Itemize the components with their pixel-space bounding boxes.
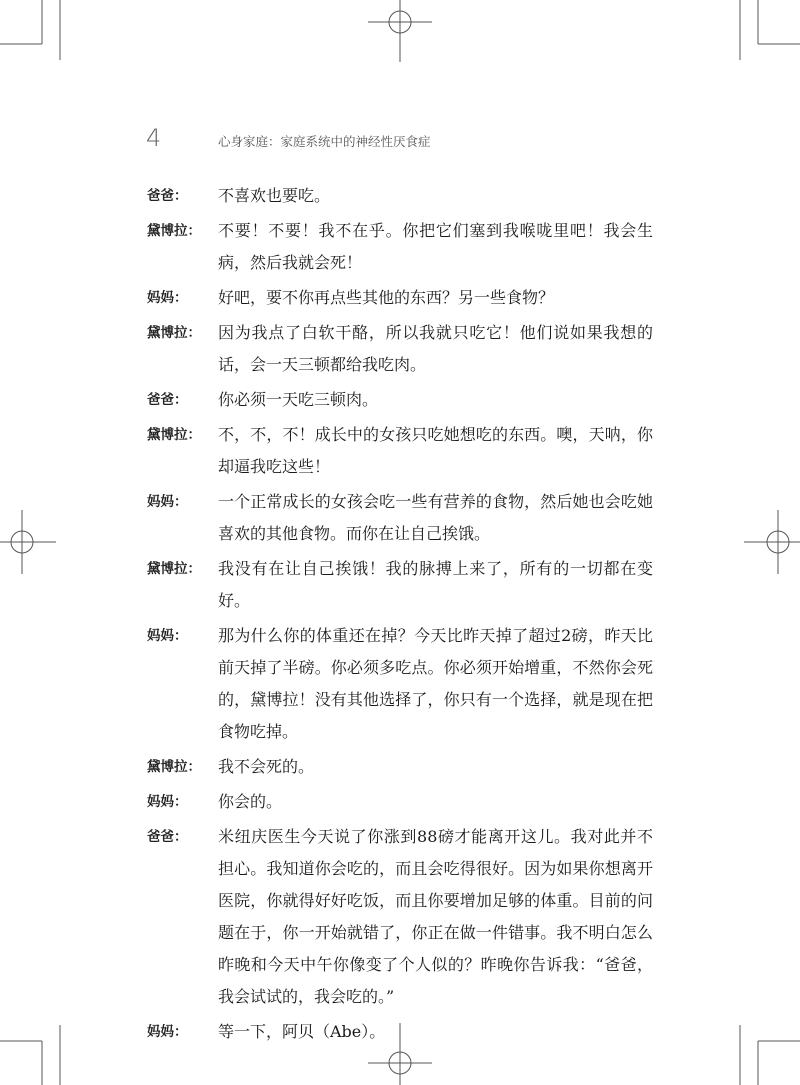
- dialogue-entry: [147, 786, 653, 818]
- dialogue-entry: [147, 384, 653, 416]
- speaker-label: 妈妈：: [147, 628, 188, 644]
- dialogue-text: 好吧，要不你再点些其他的东西？另一些食物？: [218, 288, 555, 307]
- dialogue-entry: [147, 282, 653, 314]
- speaker-label: 妈妈：: [147, 1024, 188, 1040]
- speaker-label: 爸爸：: [147, 188, 188, 204]
- speaker-label: 黛博拉：: [147, 427, 201, 443]
- dialogue-text: 不要！不要！我不在乎。你把它们塞到我喉咙里吧！我会生病，然后我就会死！: [218, 221, 653, 272]
- page-number: 4: [146, 124, 162, 152]
- dialogue-text: 不喜欢也要吃。: [218, 186, 331, 205]
- dialogue-text: 你会的。: [218, 792, 283, 811]
- dialogue-text: 我不会死的。: [218, 757, 315, 776]
- dialogue-entry: [147, 180, 653, 212]
- dialogue-text: 不，不，不！成长中的女孩只吃她想吃的东西。噢，天呐，你却逼我吃这些！: [218, 425, 653, 476]
- dialogue-text: 等一下，阿贝（Abe）。: [218, 1022, 386, 1041]
- dialogue-text: 那为什么你的体重还在掉？今天比昨天掉了超过2磅，昨天比前天掉了半磅。你必须多吃点。你必须开始增重，不然你会死的，黛博拉！没有其他选择了，你只有一个选择，就是现在把食物吃掉。: [218, 626, 653, 741]
- dialogue-entry: [147, 821, 653, 1013]
- dialogue-entry: [147, 751, 653, 783]
- dialogue-entry: [147, 215, 653, 279]
- dialogue-entry: [147, 620, 653, 748]
- speaker-label: 黛博拉：: [147, 223, 201, 239]
- dialogue-text: 我没有在让自己挨饿！我的脉搏上来了，所有的一切都在变好。: [218, 559, 653, 610]
- dialogue-text: 一个正常成长的女孩会吃一些有营养的食物，然后她也会吃她喜欢的其他食物。而你在让自己挨饿。: [218, 492, 653, 543]
- speaker-label: 爸爸：: [147, 392, 188, 408]
- speaker-label: 黛博拉：: [147, 325, 201, 341]
- dialogue-text: 你必须一天吃三顿肉。: [218, 390, 379, 409]
- dialogue-entry: [147, 553, 653, 617]
- dialogue-text: 米纽庆医生今天说了你涨到88磅才能离开这儿。我对此并不担心。我知道你会吃的，而且会吃得很好。因为如果你想离开医院，你就得好好吃饭，而且你要增加足够的体重。目前的问题在于，你一开始就错了，你正在做一件错事。我不明白怎么昨晚和今天中午你像变了个人似的？昨晚你告诉我：“爸爸，我会试试的，我会吃的。”: [218, 827, 653, 1006]
- dialogue-entry: [147, 419, 653, 483]
- dialogue-entry: [147, 317, 653, 381]
- running-head-title: 心身家庭：家庭系统中的神经性厌食症: [218, 134, 431, 149]
- dialogue-text: 因为我点了白软干酪，所以我就只吃它！他们说如果我想的话，会一天三顿都给我吃肉。: [218, 323, 653, 374]
- speaker-label: 黛博拉：: [147, 561, 201, 577]
- dialogue-body: [147, 180, 653, 1051]
- speaker-label: 妈妈：: [147, 794, 188, 810]
- dialogue-entry: [147, 486, 653, 550]
- speaker-label: 爸爸：: [147, 829, 188, 845]
- speaker-label: 妈妈：: [147, 494, 188, 510]
- dialogue-entry: [147, 1016, 653, 1048]
- speaker-label: 妈妈：: [147, 290, 188, 306]
- speaker-label: 黛博拉：: [147, 759, 201, 775]
